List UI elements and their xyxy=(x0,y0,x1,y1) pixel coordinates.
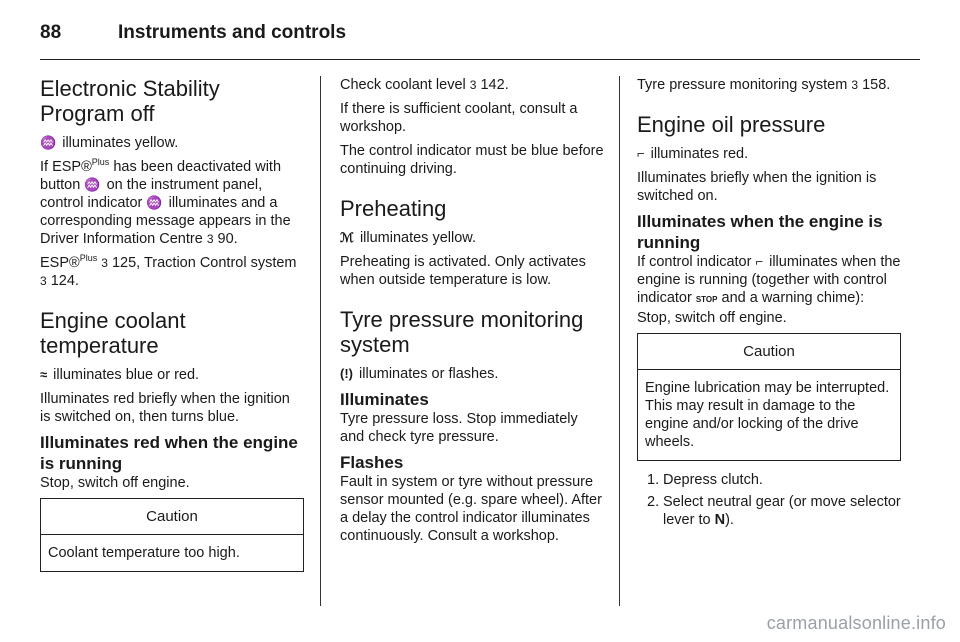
tpms-heading: Tyre pressure monitoring system xyxy=(340,307,584,357)
coolant-paragraph: If there is sufficient coolant, consult a workshop. xyxy=(340,101,578,135)
column-divider xyxy=(619,76,620,606)
coolant-paragraph: Check coolant level 3 142. xyxy=(340,77,509,93)
flashes-subheading: Flashes xyxy=(340,453,404,472)
preheating-paragraph: ℳ illuminates yellow. xyxy=(340,230,476,246)
steps-list xyxy=(637,471,901,529)
caution-body: Engine lubrication may be interrupted. This may result in damage to the engine and/or locking of the drive wheels. xyxy=(645,380,890,450)
coolant-paragraph: The control indicator must be blue before continuing driving. xyxy=(340,143,604,177)
column-1 xyxy=(40,76,304,572)
page-title: Instruments and controls xyxy=(118,22,347,43)
column-3 xyxy=(637,76,901,533)
coolant-temperature-icon: ≈ xyxy=(40,367,48,382)
cross-reference-icon: 3 xyxy=(206,232,214,246)
coolant-heading: Engine coolant temperature xyxy=(40,308,186,358)
oil-paragraph: Illuminates briefly when the ignition is switched on. xyxy=(637,170,877,204)
illuminates-subheading: Illuminates xyxy=(340,390,429,409)
caution-box xyxy=(40,498,304,572)
tyre-pressure-icon: (!) xyxy=(340,366,353,381)
column-divider xyxy=(320,76,321,606)
esp-off-icon: ♒ xyxy=(146,195,163,210)
caution-title: Caution xyxy=(41,499,303,535)
stop-icon: STOP xyxy=(695,295,718,304)
esp-off-icon: ♒ xyxy=(84,177,101,192)
list-item: 2. Select neutral gear (or move selector lever to N). xyxy=(647,494,901,528)
glow-plug-icon: ℳ xyxy=(340,230,354,245)
preheating-heading: Preheating xyxy=(340,196,447,221)
esp-paragraph: If ESP®$^{Plus}$ has been deactivated with button ♒ on the instrument panel, control indicator ♒ illuminates and a corresponding message appears in the Driver Information Centre 3 90. xyxy=(40,157,291,247)
esp-off-icon: ♒ xyxy=(40,135,57,150)
cross-reference-icon: 3 xyxy=(101,256,108,270)
caution-body: Coolant temperature too high. xyxy=(48,545,240,561)
cross-reference-icon: 3 xyxy=(40,274,47,288)
oil-pressure-icon: ⌐ xyxy=(637,146,645,161)
coolant-paragraph: Illuminates red briefly when the ignition is switched on, then turns blue. xyxy=(40,391,290,425)
caution-box xyxy=(637,333,901,461)
tpms-paragraph: (!) illuminates or flashes. xyxy=(340,366,499,382)
watermark: carmanualsonline.info xyxy=(766,613,946,633)
list-item: 1. Depress clutch. xyxy=(647,472,763,488)
oil-pressure-heading: Engine oil pressure xyxy=(637,112,826,137)
coolant-paragraph: Stop, switch off engine. xyxy=(40,475,190,491)
caution-title: Caution xyxy=(638,334,900,370)
cross-reference-icon: 3 xyxy=(469,78,477,92)
esp-heading: Electronic Stability Program off xyxy=(40,76,220,126)
oil-subheading: Illuminates when the engine is running xyxy=(637,212,883,252)
esp-paragraph: ESP®$^{Plus}$ 3 125, Traction Control system 3 124. xyxy=(40,253,297,289)
tpms-paragraph: Fault in system or tyre without pressure sensor mounted (e.g. spare wheel). After a delay the control indicator illuminates continuously. Consult a workshop. xyxy=(340,474,602,544)
column-2 xyxy=(340,76,604,551)
coolant-subheading: Illuminates red when the engine is running xyxy=(40,433,298,473)
tpms-reference: Tyre pressure monitoring system 3 158. xyxy=(637,77,891,93)
oil-paragraph: ⌐ illuminates red. xyxy=(637,146,749,162)
tpms-paragraph: Tyre pressure loss. Stop immediately and check tyre pressure. xyxy=(340,411,578,445)
page-reference[interactable]: 90. xyxy=(213,231,238,247)
coolant-paragraph: ≈ illuminates blue or red. xyxy=(40,367,200,383)
cross-reference-icon: 3 xyxy=(851,78,859,92)
preheating-paragraph: Preheating is activated. Only activates when outside temperature is low. xyxy=(340,254,586,288)
page-number: 88 xyxy=(40,22,62,43)
oil-pressure-icon: ⌐ xyxy=(755,254,764,269)
page-header xyxy=(40,14,920,60)
oil-paragraph: If control indicator ⌐ illuminates when the engine is running (together with control indicator STOP and a warning chime): Stop, switch off engine. xyxy=(637,254,901,326)
esp-paragraph: ♒ illuminates yellow. xyxy=(40,135,179,151)
